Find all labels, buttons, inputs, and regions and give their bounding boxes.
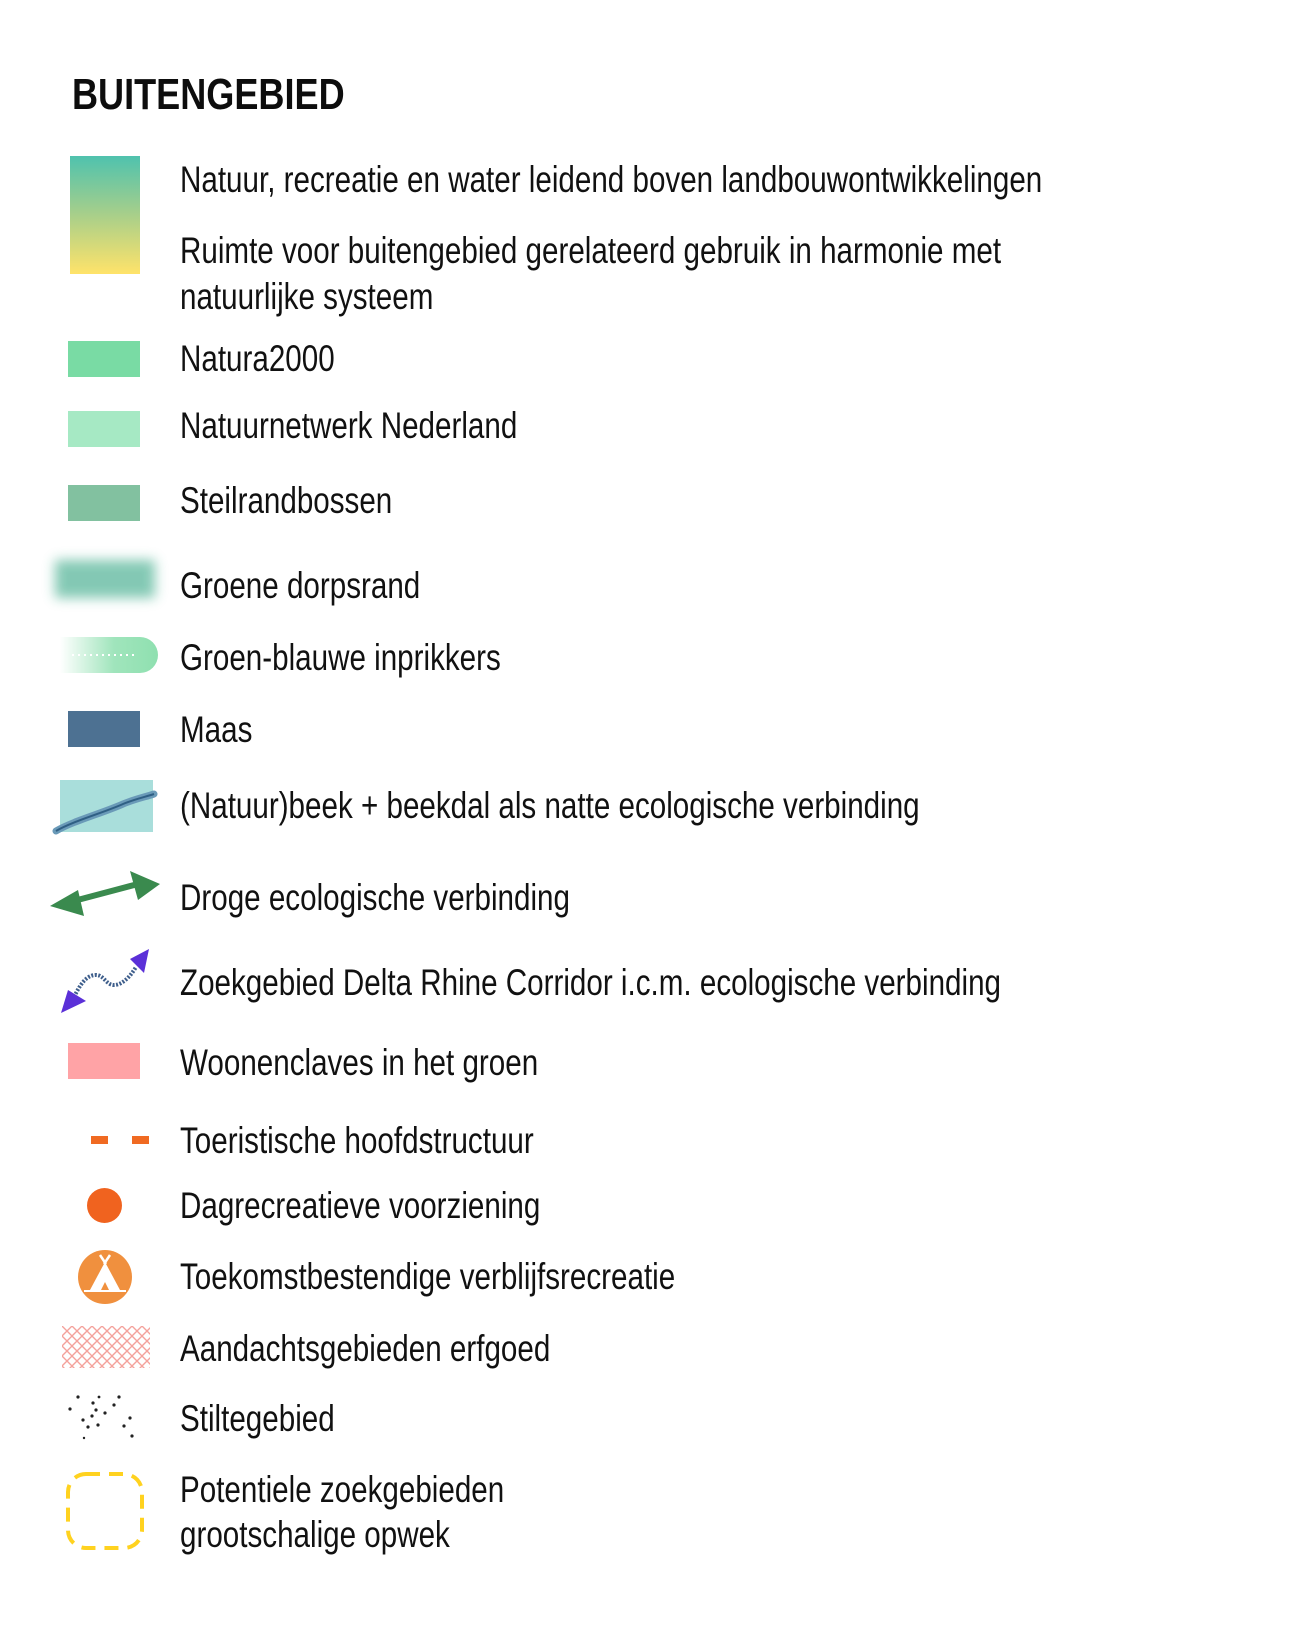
legend-label-groene-dorpsrand: Groene dorpsrand xyxy=(180,565,421,606)
dashed-line-icon xyxy=(91,1136,151,1146)
groene-dorpsrand-icon xyxy=(47,553,163,605)
legend-label-woonenclaves: Woonenclaves in het groen xyxy=(180,1042,539,1083)
legend-label-droge-verbinding: Droge ecologische verbinding xyxy=(180,877,570,918)
legend-label-steilrandbossen: Steilrandbossen xyxy=(180,480,393,521)
legend-label-ruimte-buitengebied-line2: natuurlijke systeem xyxy=(180,276,434,317)
dot-icon xyxy=(87,1188,122,1223)
wavy-double-arrow-icon xyxy=(58,945,154,1017)
natuurnetwerk-swatch-icon xyxy=(68,411,140,447)
tent-icon xyxy=(78,1250,132,1304)
legend-label-opwek-line2: grootschalige opwek xyxy=(180,1514,450,1555)
legend-label-natuurbeek: (Natuur)beek + beekdal als natte ecologische verbinding xyxy=(180,785,920,826)
legend-title: BUITENGEBIED xyxy=(72,70,345,119)
natuurbeek-icon xyxy=(53,778,155,836)
legend-label-natuurnetwerk: Natuurnetwerk Nederland xyxy=(180,405,518,446)
legend-label-verblijfsrecreatie: Toekomstbestendige verblijfsrecreatie xyxy=(180,1256,676,1297)
legend-label-toeristische-hoofdstructuur: Toeristische hoofdstructuur xyxy=(180,1120,534,1161)
legend-label-maas: Maas xyxy=(180,709,253,750)
maas-swatch-icon xyxy=(68,711,140,747)
crosshatch-icon xyxy=(62,1326,150,1368)
woonenclaves-swatch-icon xyxy=(68,1043,140,1079)
gradient-swatch-icon xyxy=(70,156,140,274)
legend-label-erfgoed: Aandachtsgebieden erfgoed xyxy=(180,1328,551,1369)
legend-label-groen-blauwe-inprikkers: Groen-blauwe inprikkers xyxy=(180,637,501,678)
legend-label-ruimte-buitengebied: Ruimte voor buitengebied gerelateerd gebruik in harmonie met xyxy=(180,230,1002,271)
steilrandbossen-swatch-icon xyxy=(68,485,140,521)
double-arrow-icon xyxy=(48,868,162,918)
dots-icon xyxy=(62,1394,150,1440)
legend-label-dagrecreatie: Dagrecreatieve voorziening xyxy=(180,1185,541,1226)
legend-label-stiltegebied: Stiltegebied xyxy=(180,1398,335,1439)
dashed-rounded-rect-icon xyxy=(64,1470,146,1552)
natura2000-swatch-icon xyxy=(68,341,140,377)
legend-label-natura2000: Natura2000 xyxy=(180,338,335,379)
legend-label-natuur-leidend: Natuur, recreatie en water leidend boven landbouwontwikkelingen xyxy=(180,159,1043,200)
legend-label-delta-rhine: Zoekgebied Delta Rhine Corridor i.c.m. ecologische verbinding xyxy=(180,962,1001,1003)
legend-label-opwek: Potentiele zoekgebieden xyxy=(180,1469,505,1510)
groen-blauwe-inprikkers-icon xyxy=(60,637,158,673)
